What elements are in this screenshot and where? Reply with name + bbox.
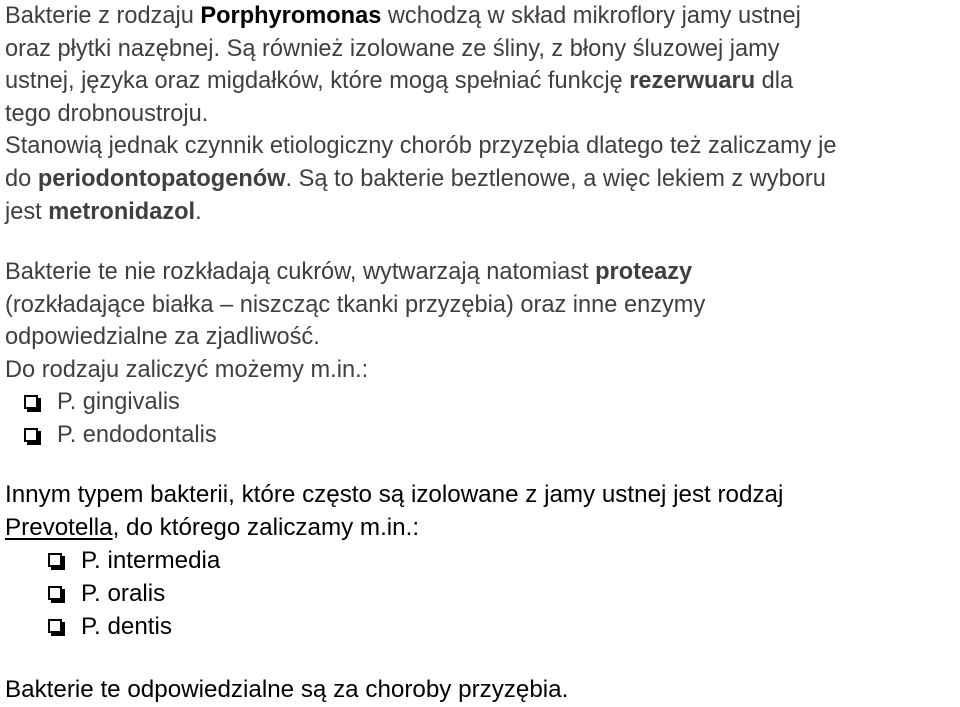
text-line: Prevotella, do którego zaliczamy m.in.: [5,514,420,541]
term-rezerwuaru: rezerwuaru [629,68,756,95]
checkbox-bullet-icon [48,586,62,600]
list-item: P. dentis [5,610,783,643]
text-line: odpowiedzialne za zjadliwość. [5,324,320,351]
text-line: oraz płytki nazębnej. Są również izolowane ze śliny, z błony śluzowej jamy [5,35,780,62]
term-periodontopatogenow: periodontopatogenów [37,165,286,192]
list-item: P. intermedia [5,544,783,577]
paragraph-porphyromonas [5,0,836,228]
paragraph-prevotella [5,478,783,643]
checkbox-bullet-icon [24,428,38,442]
text-line: Innym typem bakterii, które często są izolowane z jamy ustnej jest rodzaj [5,481,784,508]
text-line: jest metronidazol. [5,198,202,225]
text-line: ustnej, języka oraz migdałków, które mogą spełniać funkcję rezerwuaru dla [5,68,794,95]
term-proteazy: proteazy [595,259,693,285]
checkbox-bullet-icon [48,553,62,567]
text-line: Bakterie z rodzaju Porphyromonas wchodzą w skład mikroflory jamy ustnej [5,3,801,29]
list-item: P. oralis [5,577,783,610]
text-line: do periodontopatogenów. Są to bakterie beztlenowe, a więc lekiem z wyboru [5,165,826,192]
term-porphyromonas: Porphyromonas [200,3,382,29]
list-item: P. endodontalis [5,419,705,452]
checkbox-bullet-icon [48,619,62,633]
closing-sentence: Bakterie te odpowiedzialne są za choroby przyzębia. [5,676,569,703]
text-line: (rozkładające białka – niszcząc tkanki przyzębia) oraz inne enzymy [5,291,706,318]
term-metronidazol: metronidazol [48,198,196,225]
text-line: Bakterie te nie rozkładają cukrów, wytwarzają natomiast proteazy [5,259,693,285]
list-intro: Do rodzaju zaliczyć możemy m.in.: [5,356,369,383]
term-prevotella: Prevotella [5,514,113,541]
text-line: tego drobnoustroju. [5,100,209,127]
checkbox-bullet-icon [24,395,38,409]
text-line: Stanowią jednak czynnik etiologiczny chorób przyzębia dlatego też zaliczamy je [5,133,837,160]
list-item: P. gingivalis [5,386,705,419]
paragraph-proteazy [5,256,705,452]
